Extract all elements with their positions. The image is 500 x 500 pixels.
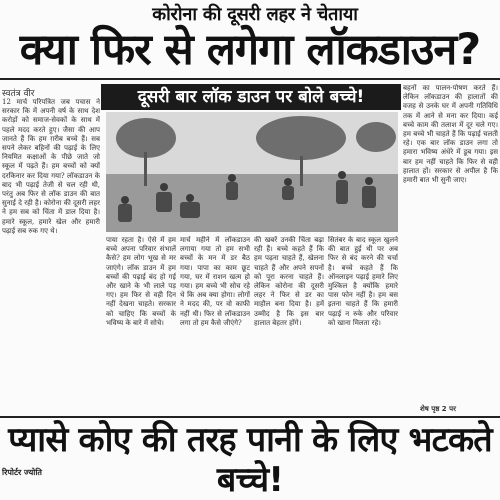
article-text: की खबरें उनकी चिंता बढ़ा रही हैं। बच्चे कहते हैं कि हम पढ़ना चाहते हैं, खेलना चाहते हैं और अपने सपनों को पूरा करना चाहते हैं। लेकिन कोरोना की दूसरी लहर ने फिर से डर का माहौल बना दिया है। हमें उम्मीद है कि इस बार हालात बेहतर होंगे। <box>254 236 324 327</box>
tree-canopy <box>256 116 346 160</box>
article-text: मार्च महीने में लॉकडाउन लगाया गया तो हम सभी बच्चों के मन में डर बैठ गया। पापा का काम छूट गया, घर में राशन खत्म हो गया। हम बच्चे भी सोच रहे थे कि अब क्या होगा। लोगों ने मदद की, पर वो काफी नहीं थी। फिर से लॉकडाउन लगा तो हम कैसे जीएंगे? <box>180 236 250 327</box>
tree-trunk <box>144 152 147 186</box>
kicker-headline: कोरोना की दूसरी लहर ने चेताया <box>152 4 358 25</box>
child-head <box>338 171 346 179</box>
child-figure <box>336 180 348 204</box>
child-figure <box>180 202 200 218</box>
child-figure <box>226 182 238 200</box>
child-figure <box>362 186 376 208</box>
child-head <box>284 178 292 186</box>
headline-rule <box>0 78 500 80</box>
second-byline: रिपोर्टर ज्योति <box>2 468 42 477</box>
subheadline-banner: दूसरी बार लॉक डाउन पर बोले बच्चे! <box>101 84 401 110</box>
second-headline: प्यासे कोए की तरह पानी के लिए भटकते बच्चे! <box>8 420 492 500</box>
byline: स्वतंत्र वीर <box>2 89 35 99</box>
continued-note: शेष पृष्ठ 2 पर <box>420 405 456 413</box>
article-column-mid2 <box>180 236 250 416</box>
article-text: बहनों का पालन-पोषण करते हैं। लेकिन लॉकडाउन की हालातों की वजह से उनके घर में अपनी गतिविधि तक में आने से मना कर दिया। कई बच्चे काम की तलाश में दूर चले गए। हम बच्चे भी चाहते हैं कि पढ़ाई चलती रहे। एक बार लॉक डाउन लगा तो हमारा भविष्य अंधेरे में डूब गया। इस बार हम नहीं चाहते कि फिर से वही हालात हों। सरकार से अपील है कि हमारी बात भी सुनी जाए। <box>403 84 498 185</box>
article-column-left <box>2 98 100 418</box>
main-headline: क्या फिर से लगेगा लॉकडाउन? <box>19 25 481 75</box>
child-head <box>228 174 236 182</box>
child-figure <box>156 192 172 212</box>
child-figure <box>282 186 294 200</box>
article-text: 12 मार्च परिपत्रित जब पचास ने सरकार कि में अपनी वर्ष के साथ देश करोड़ों को समाज-सेवकों के साथ में पहले मदद करते हुए। जैसा की आप जानते हैं कि हम ग़रीब बच्चे हैं। सब सपने लेकर बहिनों की पढ़ाई के लिए नियमित कक्षाओं के पीछे जाते जो स्कूल में पढ़ते हैं। हम बच्चों को क्यों दरकिनार कर दिया गया? लॉकडाउन के बाद भी पढ़ाई तेजी से चल रही थी, परंतु अब फिर से लॉक डाउन की बात सुनाई दे रही है। कोरोना की दूसरी लहर ने हम सब को चिंता में डाल दिया है। हमारे स्कूल, हमारे खेल और हमारी पढ़ाई सब रुक गए थे। <box>2 98 100 235</box>
article-column-mid4 <box>328 236 398 416</box>
article-column-mid1 <box>106 236 176 416</box>
tree-trunk <box>300 156 303 186</box>
photo-ground <box>106 174 398 232</box>
child-head <box>365 177 373 185</box>
article-text: पाया रहता है। ऐसे में हम बच्चे अपना परिवार संभालें कैसे? हम लोग भूख से मर जाएंगे। लॉक डाउन में हम बच्चों की पढ़ाई बंद हो गई और खाने के भी लाले पड़ गए। हम फिर से वही दिन नहीं देखना चाहते। सरकार को चाहिए कि बच्चों के भविष्य के बारे में सोचे। <box>106 236 176 327</box>
article-text: सितंबर के बाद स्कूल खुलने की बात हुई थी पर अब फिर से बंद करने की चर्चा है। बच्चे कहते हैं कि ऑनलाइन पढ़ाई हमारे लिए मुश्किल है क्योंकि हमारे पास फोन नहीं है। हम बस इतना चाहते हैं कि हमारी पढ़ाई न रुके और परिवार को खाना मिलता रहे। <box>328 236 398 327</box>
article-photo <box>106 112 398 232</box>
article-column-mid3 <box>254 236 324 416</box>
tree-canopy <box>356 122 396 152</box>
child-head <box>160 183 168 191</box>
child-figure <box>118 204 132 222</box>
section-rule <box>0 416 500 418</box>
article-column-right <box>403 84 498 402</box>
child-head <box>186 194 194 202</box>
child-head <box>121 196 129 204</box>
